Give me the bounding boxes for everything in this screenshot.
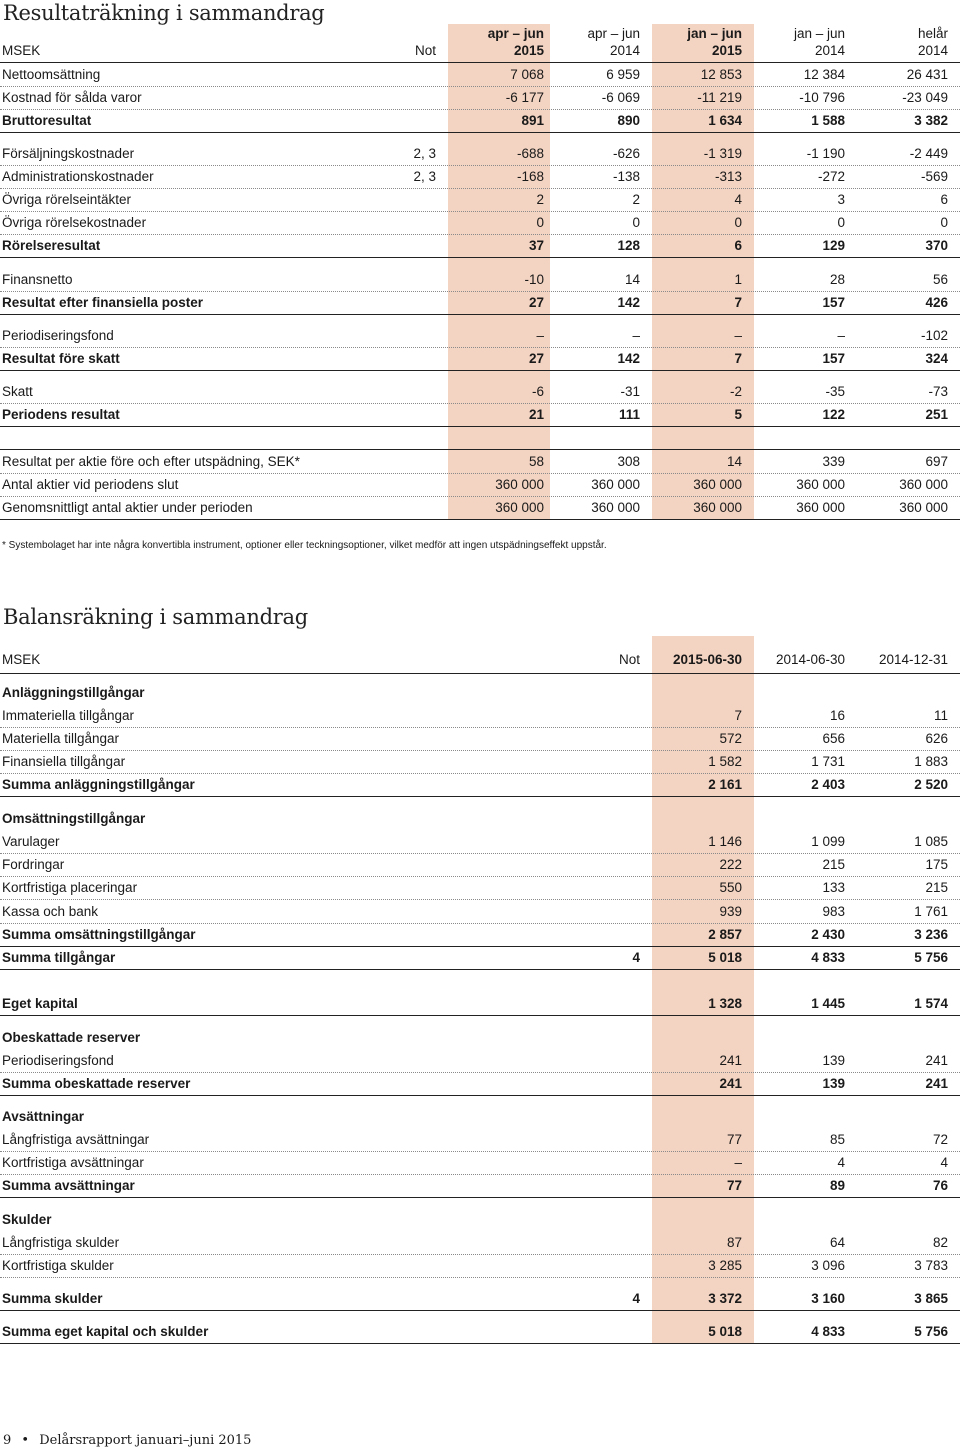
income-row-value: 37 [528,238,544,253]
income-row-value: -1 319 [703,146,742,161]
balance-header-rule [0,673,960,674]
balance-row-value: 3 783 [914,1258,948,1273]
income-row-note: 2, 3 [413,146,436,161]
balance-row-value: 82 [932,1235,948,1250]
balance-row-value: 4 [837,1155,845,1170]
balance-section-heading [0,1030,960,1048]
balance-row-value: 572 [719,731,742,746]
balance-row-label: Periodiseringsfond [2,1053,114,1068]
income-row-value: -2 [729,384,742,399]
balance-row-value: 241 [719,1076,742,1091]
balance-section-heading [0,685,960,703]
income-row-rule [0,257,960,258]
income-row-label: Administrationskostnader [2,169,154,184]
income-row-value: 7 [734,295,742,310]
balance-row [0,927,960,945]
balance-row-value: 2 520 [914,777,948,792]
balance-row-label: Summa skulder [2,1291,103,1306]
income-row [0,407,960,425]
income-row [0,67,960,85]
balance-row-rule [0,946,960,947]
balance-row-rule [0,1072,960,1073]
income-row-value: 890 [617,113,640,128]
balance-row-rule [0,750,960,751]
balance-row-label: Skulder [2,1212,52,1227]
income-row-value: 360 000 [693,477,742,492]
balance-row-rule [0,1310,960,1311]
balance-row-value: 241 [925,1053,948,1068]
income-row-value: -569 [920,169,948,184]
income-row-value: 697 [925,454,948,469]
income-row-value: -6 177 [505,90,544,105]
income-row-label: Övriga rörelseintäkter [2,192,132,207]
balance-unit-label: MSEK [2,652,41,667]
income-row-rule [0,188,960,189]
balance-row [0,857,960,875]
balance-row [0,708,960,726]
balance-row-value: 1 883 [914,754,948,769]
income-row-value: 339 [822,454,845,469]
balance-section-heading [0,811,960,829]
income-row-value: 0 [632,215,640,230]
income-row [0,146,960,164]
income-row-value: 360 000 [591,477,640,492]
income-row-value: 360 000 [899,500,948,515]
income-row-value: -102 [920,328,948,343]
income-row-value: 2 [536,192,544,207]
income-col-header-line2: 2015 [711,43,742,58]
income-row-value: -688 [516,146,544,161]
balance-row [0,1291,960,1309]
balance-row [0,950,960,968]
income-row-value: -10 [524,272,544,287]
income-row-value: -35 [825,384,845,399]
income-row-label: Genomsnittligt antal aktier under perioden [2,500,253,515]
balance-row-value: 550 [719,880,742,895]
balance-row-value: 5 018 [708,950,742,965]
income-footnote: * Systembolaget har inte några konvertibla instrument, optioner eller teckningsoptioner, vilket medför att ingen utspädningseffekt uppstår. [2,540,607,551]
balance-row-rule [0,876,960,877]
income-row-value: 21 [528,407,544,422]
balance-row-label: Omsättningstillgångar [2,811,146,826]
income-row-value: -73 [928,384,948,399]
income-row-label: Resultat efter finansiella poster [2,295,204,310]
income-row-value: 12 853 [700,67,742,82]
balance-row-rule [0,1015,960,1016]
balance-col-header: 2014-06-30 [775,652,845,667]
balance-row-value: 5 756 [914,1324,948,1339]
income-row-value: 0 [940,215,948,230]
page-footer [3,1433,251,1448]
income-row-value: 1 634 [708,113,742,128]
balance-row-note: 4 [632,950,640,965]
balance-row-value: 222 [719,857,742,872]
income-row-value: -23 049 [902,90,948,105]
balance-row-value: 3 865 [914,1291,948,1306]
income-col-header-line2: 2014 [609,43,640,58]
income-row [0,113,960,131]
balance-row-value: 16 [829,708,845,723]
income-row [0,169,960,187]
income-row-label: Resultat per aktie före och efter utspädning, SEK* [2,454,300,469]
income-row-label: Resultat före skatt [2,351,120,366]
balance-row-value: 983 [822,904,845,919]
income-row-value: -10 796 [799,90,845,105]
income-col-header-line2: 2014 [814,43,845,58]
income-row-label: Finansnetto [2,272,73,287]
income-note-label: Not [414,43,436,58]
balance-row-label: Immateriella tillgångar [2,708,135,723]
income-row-value: 6 959 [606,67,640,82]
balance-row-value: 1 445 [811,996,845,1011]
income-row-value: 7 068 [510,67,544,82]
income-row-rule [0,234,960,235]
balance-section-heading [0,1212,960,1230]
income-col-header-line1: jan – jun [793,26,845,41]
balance-row-value: 4 833 [811,950,845,965]
income-row-note: 2, 3 [413,169,436,184]
balance-row [0,1053,960,1071]
income-row-value: – [837,328,845,343]
balance-row-label: Fordringar [2,857,65,872]
balance-row-value: 139 [822,1053,845,1068]
balance-row [0,754,960,772]
income-row-rule [0,426,960,427]
income-row-value: 27 [528,351,544,366]
income-row-value: 6 [940,192,948,207]
income-row [0,328,960,346]
income-row-value: 28 [829,272,845,287]
income-row-value: – [536,328,544,343]
income-row-value: 111 [618,407,640,422]
balance-row-label: Eget kapital [2,996,78,1011]
balance-row-value: 5 756 [914,950,948,965]
income-row [0,477,960,495]
balance-row [0,777,960,795]
balance-row-value: 7 [734,708,742,723]
income-row [0,454,960,472]
balance-row [0,904,960,922]
income-row-rule [0,347,960,348]
balance-row [0,834,960,852]
income-row-value: 891 [521,113,544,128]
balance-row-label: Summa tillgångar [2,950,116,965]
income-col-header-line2: 2015 [513,43,544,58]
income-row [0,272,960,290]
income-row-value: 12 384 [803,67,845,82]
income-row [0,295,960,313]
income-row-label: Övriga rörelsekostnader [2,215,147,230]
income-row-value: 0 [734,215,742,230]
income-row-value: -272 [817,169,845,184]
balance-row-label: Kortfristiga placeringar [2,880,138,895]
income-row-rule [0,211,960,212]
income-row-value: – [632,328,640,343]
balance-row-value: 175 [925,857,948,872]
income-row-rule [0,473,960,474]
balance-row-label: Avsättningar [2,1109,85,1124]
income-row-value: 0 [837,215,845,230]
income-row-value: 142 [617,351,640,366]
income-row-value: 129 [822,238,845,253]
balance-row-rule [0,969,960,970]
balance-row [0,1132,960,1150]
income-col-header-line1: apr – jun [587,26,640,41]
balance-note-label: Not [618,652,640,667]
income-row-value: 4 [734,192,742,207]
balance-row-value: 2 857 [708,927,742,942]
income-row [0,351,960,369]
balance-row-label: Kortfristiga skulder [2,1258,114,1273]
balance-row-rule [0,773,960,774]
income-row-value: 5 [734,407,742,422]
income-row-value: -1 190 [806,146,845,161]
income-row-value: 426 [925,295,948,310]
balance-header [0,650,960,672]
balance-title: Balansräkning i sammandrag [3,605,308,629]
income-row-value: 360 000 [796,477,845,492]
income-row-value: -6 069 [601,90,640,105]
income-row-rule [0,496,960,497]
balance-row-value: 3 372 [708,1291,742,1306]
balance-row-value: 3 285 [708,1258,742,1273]
income-row-value: 14 [726,454,742,469]
income-row-value: 7 [734,351,742,366]
income-row-rule [0,132,960,133]
balance-row-label: Summa omsättningstillgångar [2,927,196,942]
balance-row-value: 1 761 [914,904,948,919]
balance-row-value: 1 574 [914,996,948,1011]
income-row-rule [0,109,960,110]
balance-row-value: 5 018 [708,1324,742,1339]
balance-row-value: 85 [829,1132,845,1147]
income-row-label: Skatt [2,384,33,399]
income-row-value: -11 219 [697,90,742,105]
balance-row-value: 133 [822,880,845,895]
income-unit-label: MSEK [2,43,41,58]
income-row-label: Försäljningskostnader [2,146,135,161]
income-row [0,238,960,256]
balance-row-value: 1 582 [708,754,742,769]
income-row-value: -31 [620,384,640,399]
income-row-rule [0,403,960,404]
income-header [0,26,960,60]
income-row-value: 360 000 [796,500,845,515]
income-row-value: 1 [734,272,742,287]
balance-row-label: Varulager [2,834,60,849]
balance-row-value: 215 [925,880,948,895]
balance-row-value: 1 328 [708,996,742,1011]
balance-row [0,1178,960,1196]
income-row-rule [0,291,960,292]
balance-row-label: Summa avsättningar [2,1178,135,1193]
income-row-value: 142 [617,295,640,310]
income-row-value: 27 [528,295,544,310]
income-row [0,500,960,518]
balance-row-label: Finansiella tillgångar [2,754,126,769]
income-row-label: Kostnad för sålda varor [2,90,142,105]
balance-row-label: Anläggningstillgångar [2,685,145,700]
balance-row-value: 241 [719,1053,742,1068]
balance-row-value: 939 [719,904,742,919]
income-row-value: 0 [536,215,544,230]
balance-row [0,731,960,749]
balance-row-value: – [734,1155,742,1170]
balance-row-rule [0,1174,960,1175]
balance-row-value: 1 085 [914,834,948,849]
balance-row-label: Långfristiga avsättningar [2,1132,150,1147]
balance-row-rule [0,923,960,924]
income-row-value: 360 000 [693,500,742,515]
balance-col-header: 2015-06-30 [672,652,742,667]
balance-row [0,1235,960,1253]
income-row-value: 251 [925,407,948,422]
balance-row-value: 139 [822,1076,845,1091]
income-row-value: -626 [612,146,640,161]
balance-row-label: Kortfristiga avsättningar [2,1155,144,1170]
balance-row [0,880,960,898]
income-header-rule [0,62,960,63]
income-row-value: 58 [528,454,544,469]
income-row-value: – [734,328,742,343]
income-col-header-line1: apr – jun [487,26,544,41]
income-section-rule [0,449,960,450]
income-row-value: -168 [516,169,544,184]
income-row-value: 324 [925,351,948,366]
balance-row-value: 11 [933,708,948,723]
balance-row-label: Materiella tillgångar [2,731,120,746]
income-row-value: 3 [837,192,845,207]
balance-row-value: 87 [726,1235,742,1250]
balance-row-value: 1 146 [708,834,742,849]
balance-row-rule [0,1277,960,1278]
income-row-rule [0,314,960,315]
balance-section-heading [0,1109,960,1127]
income-row [0,192,960,210]
income-row-label: Rörelseresultat [2,238,101,253]
balance-row-label: Obeskattade reserver [2,1030,141,1045]
balance-row-rule [0,899,960,900]
balance-row-value: 4 [940,1155,948,1170]
balance-row-value: 76 [932,1178,948,1193]
balance-row-rule [0,1151,960,1152]
balance-row-label: Kassa och bank [2,904,99,919]
balance-row-value: 3 236 [914,927,948,942]
income-row-value: -313 [714,169,742,184]
income-row-value: 157 [822,351,845,366]
income-row-value: 14 [624,272,640,287]
income-row-value: 122 [822,407,845,422]
balance-row-value: 241 [925,1076,948,1091]
balance-col-header: 2014-12-31 [878,652,948,667]
income-row-value: 128 [617,238,640,253]
income-row-value: 360 000 [899,477,948,492]
balance-row-rule [0,1095,960,1096]
balance-row-rule [0,1254,960,1255]
income-col-header-line2: 2014 [917,43,948,58]
income-row-value: 360 000 [591,500,640,515]
balance-row-value: 2 430 [811,927,845,942]
balance-row [0,1076,960,1094]
footer-bullet: • [21,1433,30,1448]
income-row [0,384,960,402]
income-col-header-line1: jan – jun [687,26,742,41]
income-row-value: 360 000 [495,500,544,515]
balance-row-value: 2 161 [708,777,742,792]
income-row-rule [0,519,960,520]
report-title: Delårsrapport januari–juni 2015 [39,1433,252,1448]
income-title: Resultaträkning i sammandrag [3,1,325,25]
balance-row-rule [0,1343,960,1344]
balance-row [0,1155,960,1173]
balance-row [0,1324,960,1342]
balance-row [0,996,960,1014]
balance-row-value: 626 [925,731,948,746]
income-row-value: 3 382 [914,113,948,128]
balance-row-note: 4 [632,1291,640,1306]
balance-row-value: 1 099 [811,834,845,849]
balance-row-value: 656 [822,731,845,746]
income-row-value: 56 [932,272,948,287]
balance-row-value: 72 [932,1132,948,1147]
balance-row-label: Långfristiga skulder [2,1235,120,1250]
balance-row-rule [0,853,960,854]
balance-row-value: 4 833 [811,1324,845,1339]
balance-row-value: 3 096 [811,1258,845,1273]
income-row-value: 26 431 [906,67,948,82]
income-row-label: Nettoomsättning [2,67,101,82]
balance-row-label: Summa eget kapital och skulder [2,1324,209,1339]
balance-row-value: 77 [726,1178,742,1193]
balance-row-rule [0,796,960,797]
balance-row-value: 2 403 [811,777,845,792]
page-number: 9 [3,1433,12,1448]
balance-row-value: 3 160 [811,1291,845,1306]
income-row-value: 157 [822,295,845,310]
income-row-value: 1 588 [811,113,845,128]
income-row-rule [0,86,960,87]
balance-row-value: 77 [726,1132,742,1147]
balance-row-rule [0,1197,960,1198]
income-row-value: 308 [617,454,640,469]
income-row-value: 370 [925,238,948,253]
balance-row-rule [0,727,960,728]
income-row-value: 360 000 [495,477,544,492]
balance-row-label: Summa anläggningstillgångar [2,777,195,792]
balance-row-value: 1 731 [811,754,845,769]
income-row [0,215,960,233]
income-row-label: Antal aktier vid periodens slut [2,477,179,492]
income-row-label: Bruttoresultat [2,113,92,128]
income-row-label: Periodens resultat [2,407,120,422]
income-row-label: Periodiseringsfond [2,328,114,343]
income-row-rule [0,370,960,371]
balance-row-label: Summa obeskattade reserver [2,1076,191,1091]
balance-row [0,1258,960,1276]
balance-row-value: 64 [829,1235,845,1250]
income-row-value: 6 [734,238,742,253]
income-row [0,90,960,108]
income-row-rule [0,165,960,166]
income-row-value: -138 [612,169,640,184]
income-row-value: -6 [531,384,544,399]
balance-row-value: 89 [829,1178,845,1193]
income-row-value: 2 [632,192,640,207]
balance-row-value: 215 [822,857,845,872]
income-row-value: -2 449 [909,146,948,161]
income-col-header-line1: helår [917,26,948,41]
